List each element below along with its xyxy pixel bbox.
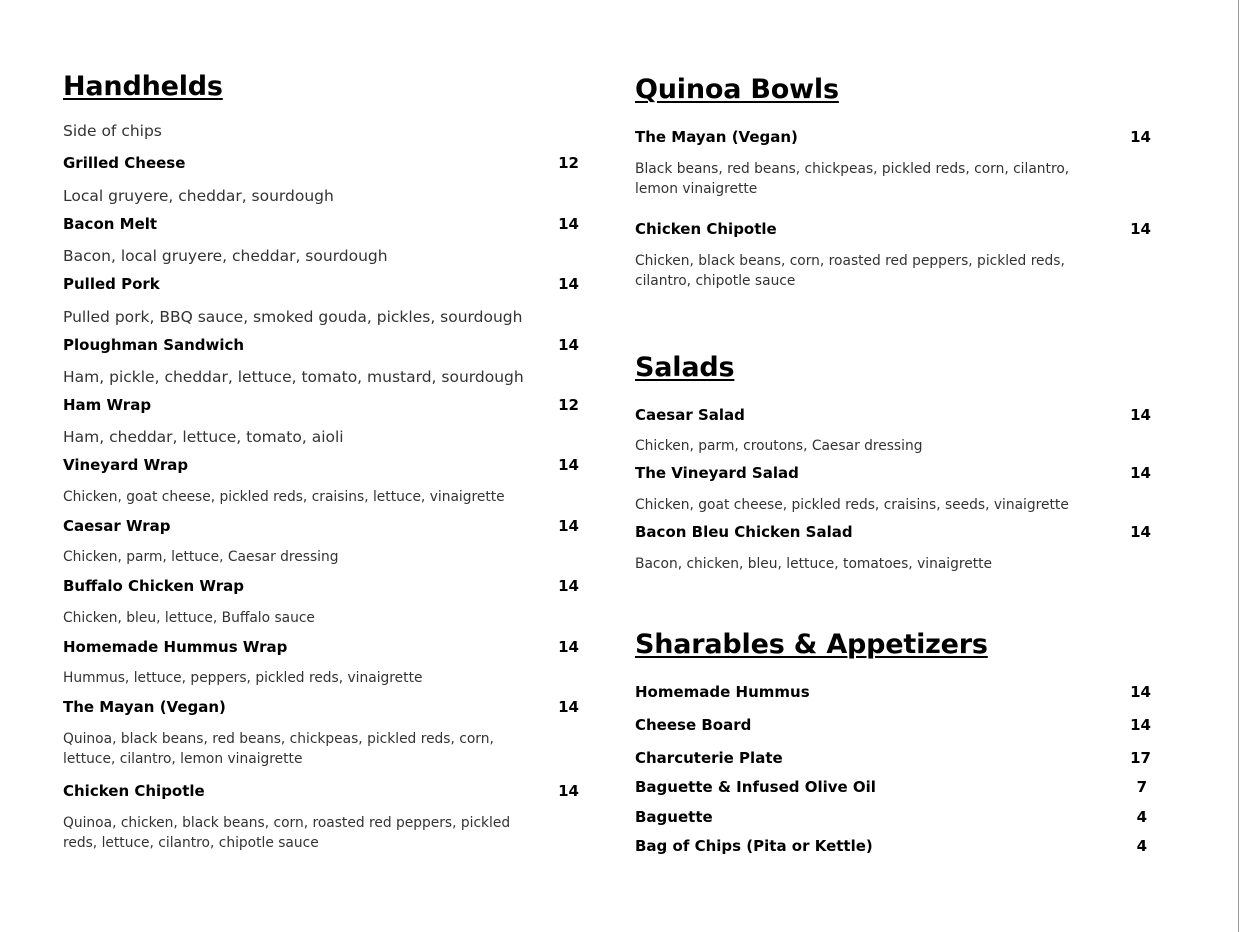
section-heading-handhelds: Handhelds — [63, 71, 223, 102]
item-name: Cheese Board — [635, 716, 752, 734]
menu-item — [63, 274, 579, 294]
item-name: Caesar Salad — [635, 406, 745, 424]
menu-item — [63, 395, 579, 415]
item-description: Black beans, red beans, chickpeas, pickled reds, corn, cilantro, lemon vinaigrette — [635, 161, 1070, 197]
item-price: 14 — [1130, 683, 1151, 701]
menu-item — [635, 219, 1151, 239]
menu-item — [635, 807, 1147, 827]
item-name: Chicken Chipotle — [635, 220, 777, 238]
item-price: 14 — [558, 517, 579, 535]
item-price: 14 — [1130, 406, 1151, 424]
item-description: Bacon, chicken, bleu, lettuce, tomatoes, vinaigrette — [635, 556, 993, 572]
item-price: 12 — [558, 154, 579, 172]
item-description: Quinoa, chicken, black beans, corn, roasted red peppers, pickled reds, lettuce, cilantro, chipotle sauce — [63, 815, 511, 851]
menu-item — [63, 335, 579, 355]
item-price: 14 — [558, 638, 579, 656]
menu-item — [635, 715, 1151, 735]
section-heading-salads: Salads — [635, 352, 735, 383]
item-name: Bag of Chips (Pita or Kettle) — [635, 837, 873, 855]
item-name: The Mayan (Vegan) — [635, 128, 798, 146]
menu-item — [635, 522, 1151, 542]
item-description: Bacon, local gruyere, cheddar, sourdough — [63, 247, 388, 265]
item-description: Quinoa, black beans, red beans, chickpeas, pickled reds, corn, lettuce, cilantro, lemon vinaigrette — [63, 731, 494, 767]
item-name: Bacon Melt — [63, 215, 158, 233]
menu-item — [635, 405, 1151, 425]
item-description: Chicken, bleu, lettuce, Buffalo sauce — [63, 610, 315, 626]
item-description: Chicken, parm, croutons, Caesar dressing — [635, 438, 923, 454]
item-price: 14 — [558, 577, 579, 595]
item-price: 4 — [1136, 808, 1147, 826]
item-description: Hummus, lettuce, peppers, pickled reds, vinaigrette — [63, 670, 423, 686]
item-name: Grilled Cheese — [63, 154, 186, 172]
page-edge-divider — [1238, 0, 1239, 932]
menu-item — [63, 697, 579, 717]
item-name: Chicken Chipotle — [63, 782, 205, 800]
item-description: Local gruyere, cheddar, sourdough — [63, 187, 334, 205]
menu-item — [63, 455, 579, 475]
item-name: Baguette — [635, 808, 713, 826]
item-price: 14 — [558, 456, 579, 474]
item-description: Ham, cheddar, lettuce, tomato, aioli — [63, 428, 344, 446]
menu-item — [63, 516, 579, 536]
item-price: 14 — [1130, 128, 1151, 146]
section-heading-sharables: Sharables & Appetizers — [635, 629, 988, 660]
item-price: 7 — [1136, 778, 1147, 796]
item-price: 12 — [558, 396, 579, 414]
item-description: Chicken, goat cheese, pickled reds, craisins, lettuce, vinaigrette — [63, 489, 505, 505]
item-name: The Mayan (Vegan) — [63, 698, 226, 716]
item-price: 14 — [1130, 220, 1151, 238]
menu-item — [63, 576, 579, 596]
menu-item — [63, 781, 579, 801]
item-price: 14 — [558, 698, 579, 716]
menu-item — [63, 153, 579, 173]
item-price: 14 — [1130, 464, 1151, 482]
item-price: 14 — [558, 336, 579, 354]
item-name: Buffalo Chicken Wrap — [63, 577, 244, 595]
item-price: 14 — [558, 782, 579, 800]
section-note: Side of chips — [63, 122, 162, 140]
item-description: Chicken, black beans, corn, roasted red peppers, pickled reds, cilantro, chipotle sauce — [635, 253, 1065, 289]
item-name: Ploughman Sandwich — [63, 336, 245, 354]
item-name: Pulled Pork — [63, 275, 160, 293]
menu-item — [63, 214, 579, 234]
item-name: Bacon Bleu Chicken Salad — [635, 523, 853, 541]
item-description: Ham, pickle, cheddar, lettuce, tomato, mustard, sourdough — [63, 368, 524, 386]
menu-item — [635, 836, 1147, 856]
item-name: Homemade Hummus Wrap — [63, 638, 288, 656]
menu-item — [635, 748, 1151, 768]
menu-item — [635, 682, 1151, 702]
item-price: 14 — [1130, 523, 1151, 541]
menu-item — [635, 777, 1147, 797]
menu-item — [63, 637, 579, 657]
item-description: Chicken, parm, lettuce, Caesar dressing — [63, 549, 339, 565]
item-name: Ham Wrap — [63, 396, 152, 414]
section-heading-quinoa-bowls: Quinoa Bowls — [635, 74, 839, 105]
item-name: Caesar Wrap — [63, 517, 171, 535]
item-price: 14 — [558, 215, 579, 233]
item-description: Chicken, goat cheese, pickled reds, craisins, seeds, vinaigrette — [635, 497, 1069, 513]
item-name: The Vineyard Salad — [635, 464, 799, 482]
item-price: 14 — [558, 275, 579, 293]
item-description: Pulled pork, BBQ sauce, smoked gouda, pickles, sourdough — [63, 308, 523, 326]
item-price: 14 — [1130, 716, 1151, 734]
menu-item — [635, 127, 1151, 147]
item-name: Homemade Hummus — [635, 683, 810, 701]
item-name: Charcuterie Plate — [635, 749, 783, 767]
item-name: Baguette & Infused Olive Oil — [635, 778, 876, 796]
item-price: 17 — [1130, 749, 1151, 767]
item-price: 4 — [1136, 837, 1147, 855]
item-name: Vineyard Wrap — [63, 456, 189, 474]
menu-item — [635, 463, 1151, 483]
